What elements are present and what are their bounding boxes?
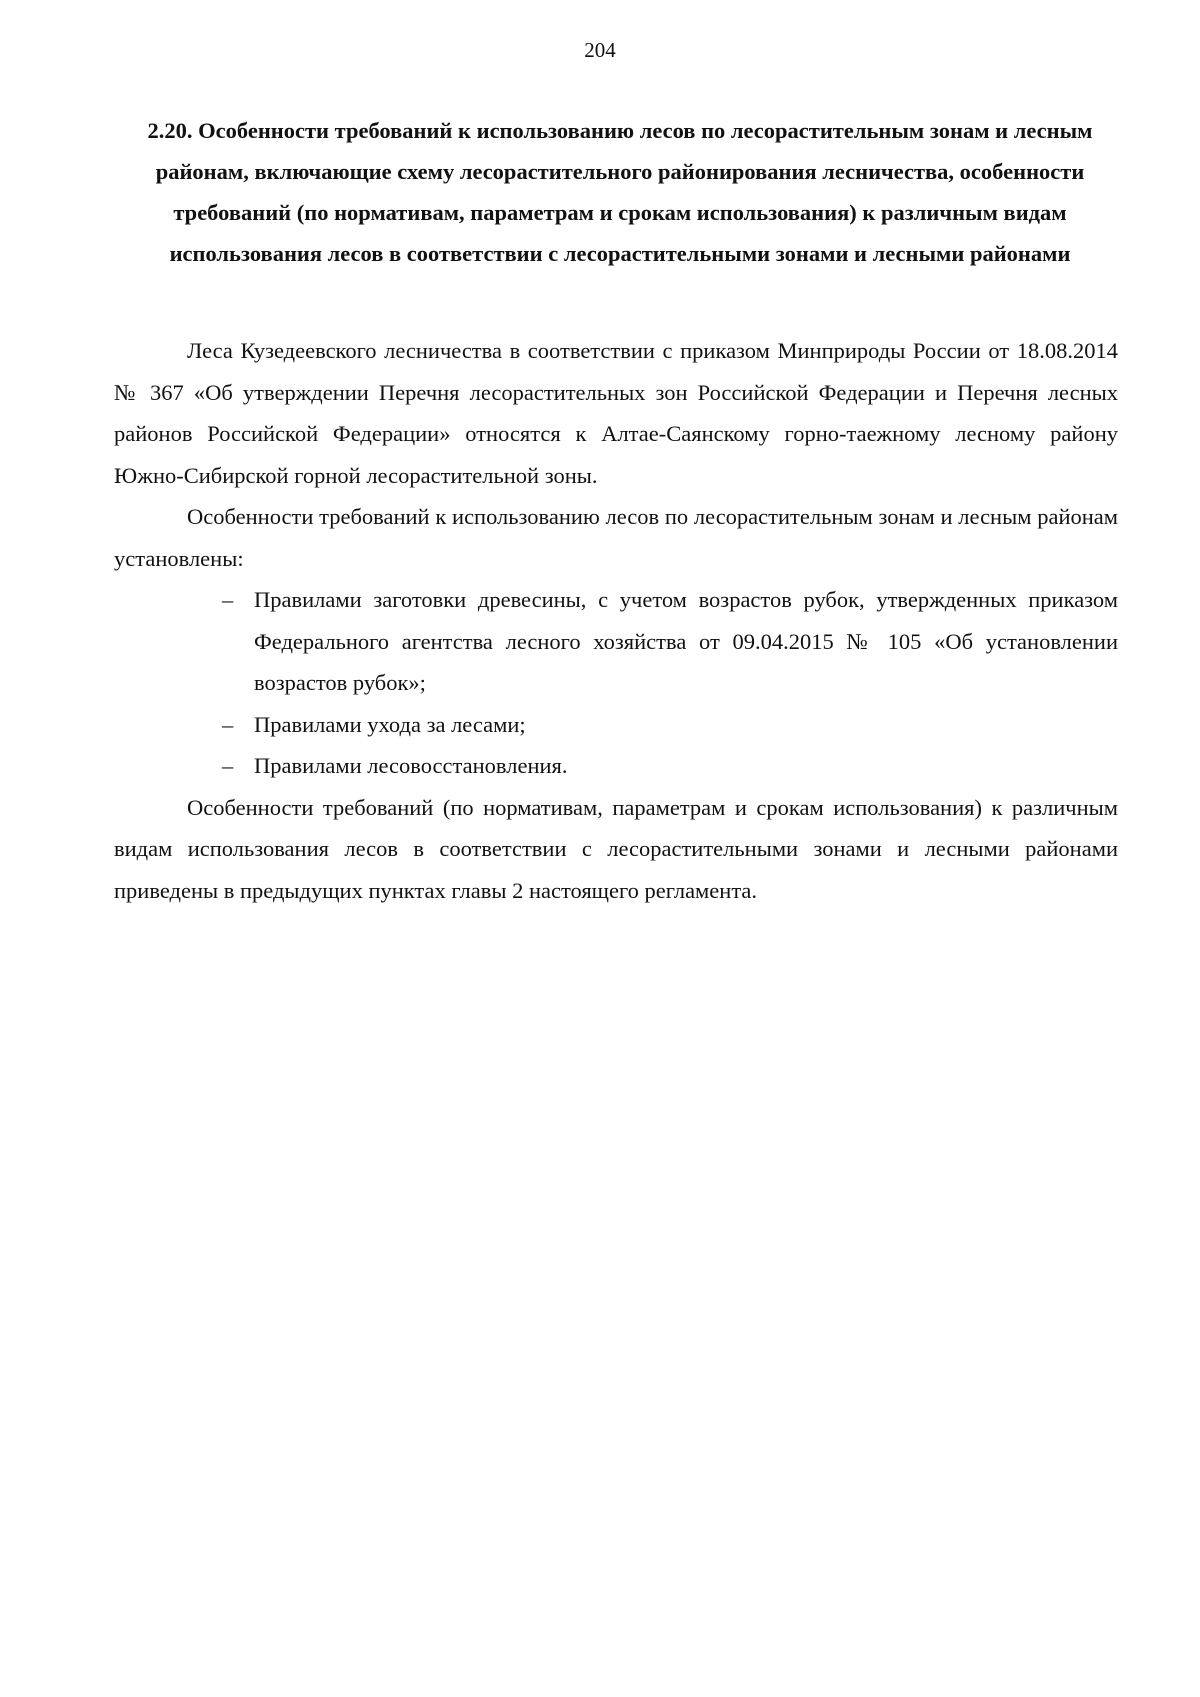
- paragraph-requirements-intro: Особенности требований к использованию лесов по лесорастительным зонам и лесным районам установлены:: [114, 504, 1118, 571]
- list-item-text: Правилами лесовосстановления.: [254, 753, 568, 778]
- dash-marker: –: [222, 753, 234, 778]
- paragraph-forest-zone: Леса Кузедеевского лесничества в соответствии с приказом Минприроды России от 18.08.2014 № 367 «Об утверждении Перечня лесорастительных зон Российской Федерации и Перечня лесных районов Российской Федерации» относятся к Алтае-Саянскому горно-таежному лесному району Южно-Сибирской горной лесорастительной зоны.: [114, 338, 1118, 488]
- section-heading: 2.20. Особенности требований к использованию лесов по лесорастительным зонам и лесным районам, включающие схему лесорастительного районирования лесничества, особенности требований (по нормативам, параметрам и срокам использования) к различным видам использования лесов в соответствии с лесорастительными зонами и лесными районами: [147, 118, 1093, 266]
- dash-marker: –: [222, 711, 234, 737]
- list-item: [222, 704, 1118, 746]
- paragraph-requirements-conclusion: Особенности требований (по нормативам, параметрам и срокам использования) к различным видам использования лесов в соответствии с лесорастительными зонами и лесными районами приведены в предыдущих пунктах главы 2 настоящего регламента.: [114, 794, 1118, 903]
- list-item: [222, 745, 1118, 787]
- list-item: [222, 579, 1118, 704]
- dash-marker: –: [222, 587, 234, 612]
- page-number: 204: [584, 38, 616, 62]
- rules-list: [114, 579, 1118, 787]
- list-item-text: Правилами ухода за лесами;: [254, 711, 526, 737]
- list-item-text: Правилами заготовки древесины, с учетом возрастов рубок, утвержденных приказом Федерального агентства лесного хозяйства от 09.04.2015 № 105 «Об установлении возрастов рубок»;: [254, 587, 1118, 695]
- body-text: [114, 330, 1118, 911]
